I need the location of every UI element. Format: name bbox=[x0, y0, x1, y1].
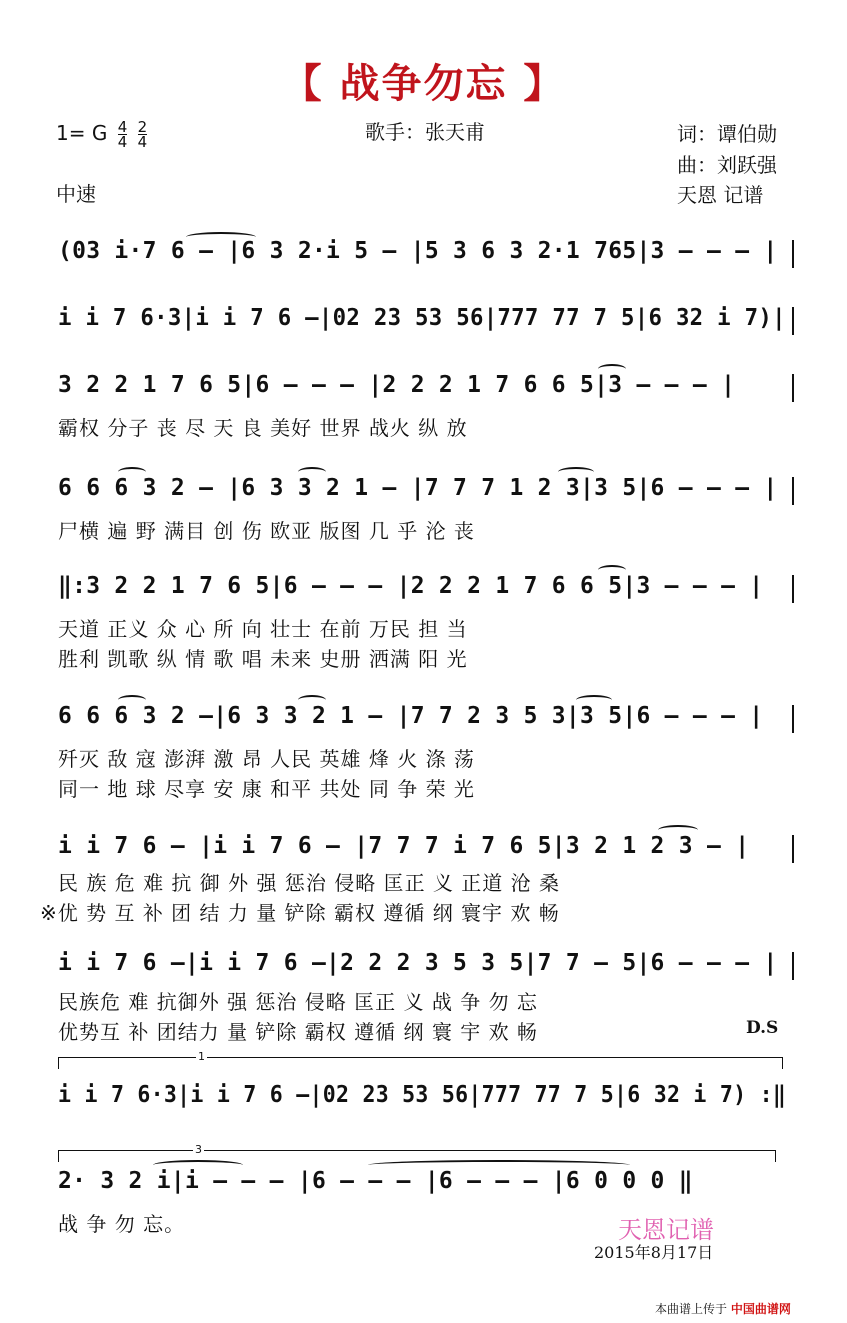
notation: (03 i·7 6 – |6 3 2·i 5 – |5 3 6 3 2·1 765|3 – – – | bbox=[58, 238, 778, 264]
lyric-verse-2: 同一 地 球 尽享 安 康 和平 共处 同 争 荣 光 bbox=[58, 777, 475, 801]
lyric-verse-2: ※优 势 互 补 团 结 力 量 铲除 霸权 遵循 纲 寰宇 欢 畅 bbox=[40, 901, 560, 925]
ds-mark: D.S bbox=[746, 1018, 779, 1038]
notation: 3 2 2 1 7 6 5|6 – – – |2 2 2 1 7 6 6 5|3 – – – | bbox=[58, 372, 736, 398]
composer: 曲：刘跃强 bbox=[677, 153, 777, 177]
notation: ‖:3 2 2 1 7 6 5|6 – – – |2 2 2 1 7 6 6 5|3 – – – | bbox=[58, 573, 764, 599]
lyric-verse-1: 民 族 危 难 抗 御 外 强 惩治 侵略 匡正 义 正道 沧 桑 bbox=[58, 871, 561, 895]
footer-prefix: 本曲谱上传于 bbox=[655, 1302, 728, 1316]
notation: 6 6 6 3 2 – |6 3 3 2 1 – |7 7 7 1 2 3|3 5|6 – – – | bbox=[58, 475, 778, 501]
lyricist: 词：谭伯勋 bbox=[677, 122, 777, 146]
ending-bracket-1 bbox=[58, 1057, 783, 1058]
lyric-verse-2: 优势互 补 团结力 量 铲除 霸权 遵循 纲 寰 宇 欢 畅 bbox=[58, 1020, 538, 1044]
footer-credit bbox=[655, 1300, 791, 1317]
ending-number-3: 3 bbox=[195, 1143, 202, 1156]
time-signature-2: $\frac{2}{4}$ bbox=[137, 118, 148, 151]
key-and-time bbox=[56, 120, 147, 149]
lyric-verse-1: 战 争 勿 忘。 bbox=[58, 1212, 186, 1236]
lyric-verse-1: 尸横 遍 野 满目 创 伤 欧亚 版图 几 乎 沦 丧 bbox=[58, 519, 475, 543]
transcriber: 天恩 记谱 bbox=[677, 183, 764, 207]
notation: 6 6 6 3 2 –|6 3 3 2 1 – |7 7 2 3 5 3|3 5|6 – – – | bbox=[58, 703, 764, 729]
transcriber-signature: 天恩记谱 bbox=[618, 1216, 714, 1244]
tempo-marking: 中速 bbox=[56, 182, 96, 206]
notation: i i 7 6·3|i i 7 6 –|02 23 53 56|777 77 7 5|6 32 i 7) :‖ bbox=[58, 1082, 787, 1108]
transcription-date: 2015年8月17日 bbox=[594, 1243, 714, 1262]
ending-bracket-3 bbox=[58, 1150, 776, 1151]
site-logo[interactable]: 中国曲谱网 bbox=[730, 1302, 791, 1316]
notation: 2· 3 2 i|i – – – |6 – – – |6 – – – |6 0 0 0 ‖ bbox=[58, 1168, 693, 1194]
lyric-verse-1: 民族危 难 抗御外 强 惩治 侵略 匡正 义 战 争 勿 忘 bbox=[58, 990, 538, 1014]
notation: i i 7 6 –|i i 7 6 –|2 2 2 3 5 3 5|7 7 – 5|6 – – – | bbox=[58, 950, 778, 976]
lyric-verse-2: 胜利 凯歌 纵 情 歌 唱 未来 史册 洒满 阳 光 bbox=[58, 647, 468, 671]
time-signature-1: $\frac{4}{4}$ bbox=[117, 118, 128, 151]
key-signature: 1= G bbox=[56, 121, 108, 145]
lyric-verse-1: 天道 正义 众 心 所 向 壮士 在前 万民 担 当 bbox=[58, 617, 468, 641]
lyric-verse-1: 霸权 分子 丧 尽 天 良 美好 世界 战火 纵 放 bbox=[58, 416, 468, 440]
lyric-verse-1: 歼灭 敌 寇 澎湃 激 昂 人民 英雄 烽 火 涤 荡 bbox=[58, 747, 475, 771]
notation: i i 7 6·3|i i 7 6 –|02 23 53 56|777 77 7 5|6 32 i 7)| bbox=[58, 305, 786, 331]
ending-number-1: 1 bbox=[198, 1050, 205, 1063]
page-title: 【 战争勿忘 】 bbox=[281, 61, 566, 107]
singer: 歌手：张天甫 bbox=[365, 120, 485, 144]
notation: i i 7 6 – |i i 7 6 – |7 7 7 i 7 6 5|3 2 1 2 3 – | bbox=[58, 833, 750, 859]
